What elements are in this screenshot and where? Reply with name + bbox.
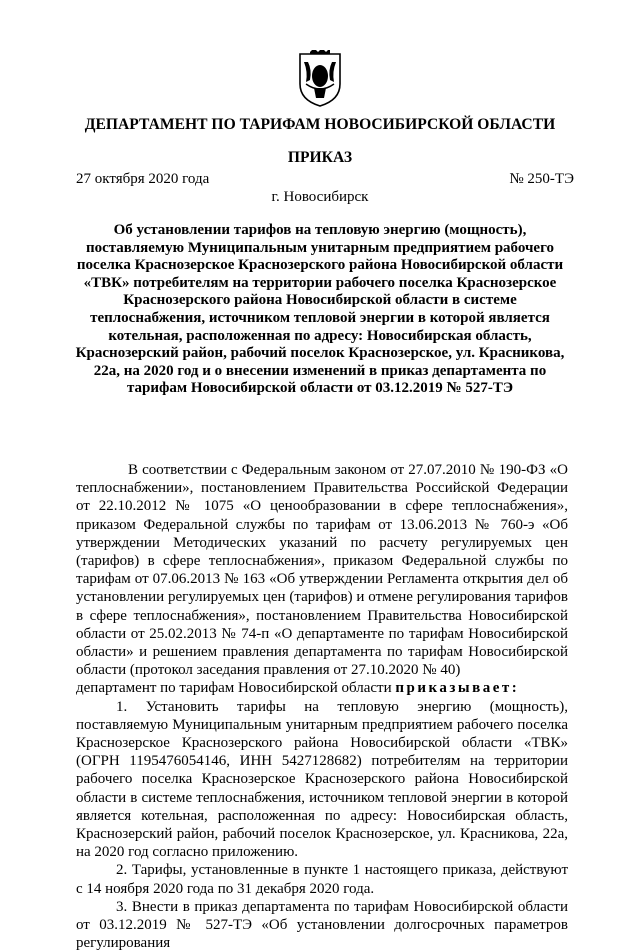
orders-word: приказывает: xyxy=(395,680,520,697)
order-number: № 250-ТЭ xyxy=(509,171,574,187)
orders-prefix: департамент по тарифам Новосибирской области xyxy=(76,680,392,697)
order-city: г. Новосибирск xyxy=(271,189,369,205)
order-title: ПРИКАЗ xyxy=(287,149,353,166)
coat-of-arms-icon xyxy=(296,50,344,108)
order-subject: Об установлении тарифов на тепловую энергию (мощность), поставляемую Муниципальным унитарным предприятием рабочего поселка Краснозерское Краснозерского района Новосибирской области «ТВК» потребителям на территории рабочего поселка Краснозерское Краснозерского района Новосибирской области в системе теплоснабжения, источником тепловой энергии в которой является котельная, расположенная по адресу: Новосибирская область, Краснозерский район, рабочий поселок Краснозерское, ул. Красникова, 22а, на 2020 год и о внесении изменений в приказ департамента по тарифам Новосибирской области от 03.12.2019 № 527-ТЭ xyxy=(75,222,565,397)
order-date: 27 октября 2020 года xyxy=(76,171,210,187)
department-name: ДЕПАРТАМЕНТ ПО ТАРИФАМ НОВОСИБИРСКОЙ ОБЛАСТИ xyxy=(84,116,556,133)
item-3-paragraph: 3. Внести в приказ департамента по тарифам Новосибирской области от 03.12.2019 № 527-ТЭ «Об установлении долгосрочных параметров регулирования xyxy=(76,898,568,952)
item-1-paragraph: 1. Установить тарифы на тепловую энергию (мощность), поставляемую Муниципальным унитарным предприятием рабочего поселка Краснозерское Краснозерского района Новосибирской области «ТВК» (ОГРН 1195476054146, ИНН 5427128682) потребителям на территории рабочего поселка Краснозерское Краснозерского района Новосибирской области в системе теплоснабжения, источником тепловой энергии в которой является котельная, расположенная по адресу: Новосибирская область, Краснозерский район, рабочий поселок Краснозерское, ул. Красникова, 22а, на 2020 год согласно приложению. xyxy=(76,698,568,861)
order-body xyxy=(76,461,568,952)
orders-line xyxy=(76,679,568,697)
preamble-paragraph: В соответствии с Федеральным законом от 27.07.2010 № 190-ФЗ «О теплоснабжении», постановлением Правительства Российской Федерации от 22.10.2012 № 1075 «О ценообразовании в сфере теплоснабжения», приказом Федеральной службы по тарифам от 13.06.2013 № 760-э «Об утверждении Методических указаний по расчету регулируемых цен (тарифов) в сфере теплоснабжения», приказом Федеральной службы по тарифам от 07.06.2013 № 163 «Об утверждении Регламента открытия дел об установлении регулируемых цен (тарифов) и отмене регулирования тарифов в сфере теплоснабжения», постановлением Правительства Новосибирской области от 25.02.2013 № 74-п «О департаменте по тарифам Новосибирской области» и решением правления департамента по тарифам Новосибирской области (протокол заседания правления от 27.10.2020 № 40) xyxy=(76,462,568,679)
item-2-paragraph: 2. Тарифы, установленные в пункте 1 настоящего приказа, действуют с 14 ноября 2020 года по 31 декабря 2020 года. xyxy=(76,862,568,897)
